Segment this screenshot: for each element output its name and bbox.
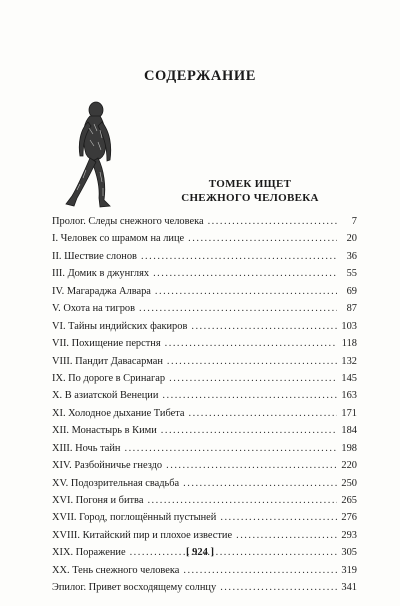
toc-entry-page: 171 — [341, 407, 357, 419]
toc-entry[interactable] — [52, 230, 357, 247]
toc-leader-dots — [166, 457, 337, 474]
toc-entry-title: XVI. Погоня и битва — [52, 495, 144, 506]
toc-entry[interactable] — [52, 422, 357, 439]
toc-leader-dots — [220, 579, 337, 596]
table-of-contents — [52, 213, 357, 597]
toc-entry-title: XI. Холодное дыхание Тибета — [52, 407, 185, 419]
toc-entry[interactable] — [52, 248, 357, 265]
toc-entry-title: VIII. Пандит Давасарман — [52, 355, 163, 367]
toc-entry[interactable] — [52, 562, 357, 579]
toc-entry-page: 305 — [341, 547, 357, 559]
toc-entry[interactable] — [52, 318, 357, 335]
toc-leader-dots — [191, 318, 337, 335]
toc-entry-page: 220 — [341, 460, 357, 472]
toc-entry[interactable] — [52, 353, 357, 370]
toc-leader-dots — [165, 335, 337, 352]
toc-entry[interactable] — [52, 579, 357, 596]
toc-entry-title: II. Шествие слонов — [52, 250, 137, 262]
toc-leader-dots — [147, 492, 337, 509]
toc-entry[interactable] — [52, 509, 357, 526]
toc-leader-dots — [183, 562, 337, 579]
toc-entry-page: 55 — [346, 268, 357, 280]
toc-entry-page: 184 — [341, 425, 357, 437]
subtitle-line-1: ТОМЕК ИЩЕТ — [208, 178, 292, 190]
toc-entry[interactable] — [52, 440, 357, 457]
toc-leader-dots — [188, 230, 337, 247]
toc-entry-page: 265 — [341, 495, 357, 506]
toc-entry-title: IX. По дороге в Сринагар — [52, 372, 166, 384]
toc-entry[interactable] — [52, 457, 357, 474]
toc-entry-page: 250 — [341, 477, 357, 489]
toc-entry-page: 341 — [341, 582, 357, 594]
toc-entry-title: XIX. Поражение — [52, 547, 126, 559]
toc-entry-title: XII. Монастырь в Кими — [52, 425, 157, 437]
toc-entry[interactable] — [52, 300, 357, 317]
toc-leader-dots — [236, 527, 337, 544]
toc-entry[interactable] — [52, 265, 357, 282]
toc-entry-page: 198 — [341, 442, 357, 454]
toc-leader-dots — [141, 248, 337, 265]
toc-leader-dots — [183, 475, 337, 492]
toc-leader-dots — [208, 213, 337, 230]
toc-leader-dots — [139, 300, 337, 317]
toc-entry-page: 118 — [341, 338, 357, 350]
toc-entry-page: 276 — [341, 512, 357, 524]
toc-leader-dots — [169, 370, 337, 387]
toc-leader-dots — [161, 422, 337, 439]
toc-entry-page: 20 — [346, 233, 357, 245]
page-title: СОДЕРЖАНИЕ — [143, 68, 257, 84]
toc-entry-page: 163 — [341, 390, 357, 402]
toc-entry-title: Эпилог. Привет восходящему солнцу — [52, 582, 217, 594]
toc-entry-page: 319 — [341, 564, 357, 576]
subtitle-line-2: СНЕЖНОГО ЧЕЛОВЕКА — [181, 191, 319, 204]
toc-leader-dots — [153, 265, 337, 282]
toc-entry-title: VI. Тайны индийских факиров — [52, 320, 188, 332]
toc-entry-title: VII. Похищение перстня — [52, 338, 161, 350]
toc-entry-page: 87 — [346, 303, 357, 315]
page-number: [ 924 ] — [186, 547, 214, 558]
toc-leader-dots — [188, 405, 337, 422]
toc-entry-page: 132 — [341, 355, 357, 367]
toc-entry-page: 7 — [351, 216, 357, 227]
toc-entry[interactable] — [52, 492, 357, 509]
toc-entry[interactable] — [52, 370, 357, 387]
book-subtitle — [150, 178, 350, 205]
toc-entry-title: XIII. Ночь тайн — [52, 442, 121, 454]
toc-entry-page: 69 — [346, 285, 357, 297]
toc-leader-dots — [167, 353, 337, 370]
toc-entry-title: XVII. Город, поглощённый пустыней — [52, 512, 217, 524]
toc-entry[interactable] — [52, 387, 357, 404]
toc-entry-title: XV. Подозрительная свадьба — [52, 477, 180, 489]
toc-entry[interactable] — [52, 405, 357, 422]
toc-entry-page: 36 — [346, 250, 357, 262]
toc-entry-page: 293 — [341, 529, 357, 541]
toc-entry-title: V. Охота на тигров — [52, 303, 136, 315]
toc-entry-title: XIV. Разбойничье гнездо — [52, 460, 163, 472]
toc-entry-title: I. Человек со шрамом на лице — [52, 233, 185, 245]
toc-entry[interactable] — [52, 213, 357, 230]
toc-entry[interactable] — [52, 527, 357, 544]
yeti-illustration — [60, 100, 130, 215]
toc-entry-title: XX. Тень снежного человека — [52, 564, 180, 576]
toc-leader-dots — [220, 509, 337, 526]
toc-entry-title: IV. Магараджа Алвара — [52, 285, 151, 297]
toc-leader-dots — [162, 387, 337, 404]
toc-entry-title: III. Домик в джунглях — [52, 268, 150, 280]
toc-entry[interactable] — [52, 283, 357, 300]
toc-leader-dots — [155, 283, 337, 300]
toc-entry-page: 145 — [341, 372, 357, 384]
toc-entry[interactable] — [52, 335, 357, 352]
toc-leader-dots — [124, 440, 337, 457]
toc-entry[interactable] — [52, 475, 357, 492]
toc-entry-page: 103 — [341, 320, 357, 332]
toc-entry-title: XVIII. Китайский пир и плохое известие — [52, 529, 233, 541]
toc-entry-title: Пролог. Следы снежного человека — [52, 216, 204, 227]
toc-entry-title: X. В азиатской Венеции — [52, 390, 159, 402]
